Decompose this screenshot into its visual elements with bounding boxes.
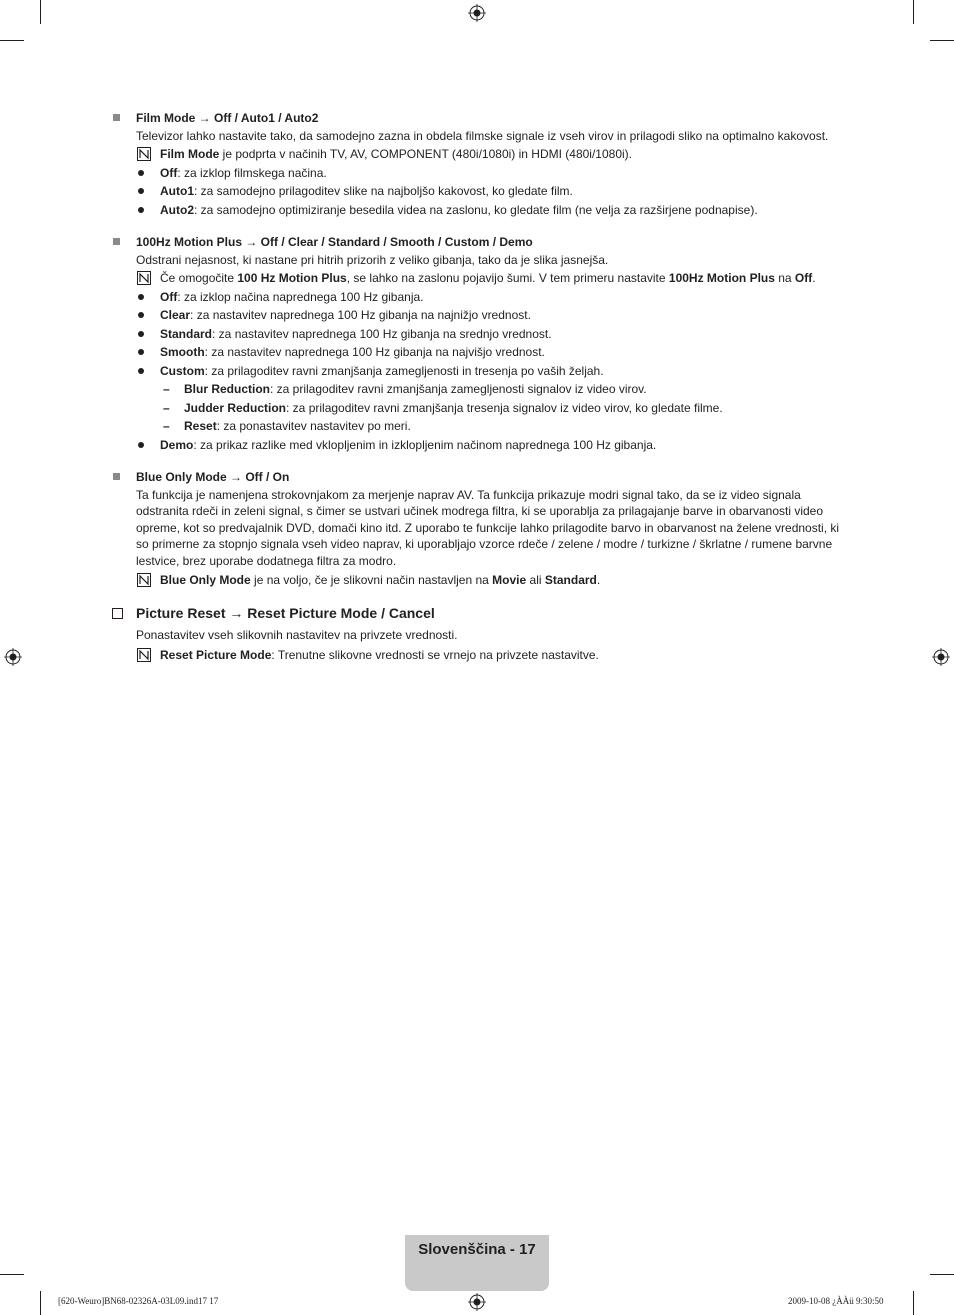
bullet-icon xyxy=(138,207,144,213)
section-picture-reset xyxy=(112,627,847,663)
bullet-icon xyxy=(138,442,144,448)
main-content xyxy=(112,110,847,672)
bullet-icon xyxy=(138,294,144,300)
bullet-icon xyxy=(138,312,144,318)
list-item: Auto1: za samodejno prilagoditev slike na najboljšo kakovost, ko gledate film. xyxy=(136,183,847,200)
timestamp: 2009-10-08 ¿ÀÀü 9:30:50 xyxy=(788,1296,884,1306)
crop-mark xyxy=(913,1291,914,1315)
section-film-mode xyxy=(112,110,847,218)
note-icon xyxy=(137,573,151,587)
list-item: Off: za izklop načina naprednega 100 Hz gibanja. xyxy=(136,289,847,306)
crop-mark xyxy=(40,1291,41,1315)
note: Če omogočite 100 Hz Motion Plus, se lahko na zaslonu pojavijo šumi. V tem primeru nastavite 100Hz Motion Plus na Off. xyxy=(136,270,847,287)
list-item: Smooth: za nastavitev naprednega 100 Hz gibanja na najvišjo vrednost. xyxy=(136,344,847,361)
note-icon xyxy=(137,648,151,662)
section-blue-only-mode xyxy=(112,469,847,589)
crop-mark xyxy=(913,0,914,24)
section-title: 100Hz Motion Plus → Off / Clear / Standard / Smooth / Custom / Demo xyxy=(136,234,847,251)
section-text: Odstrani nejasnost, ki nastane pri hitrih prizorih z veliko gibanja, tako da je slika jasnejša. xyxy=(136,252,609,267)
registration-mark-icon xyxy=(4,648,22,666)
registration-mark-icon xyxy=(468,1293,486,1311)
page-number-tab xyxy=(405,1235,549,1291)
note-icon xyxy=(137,271,151,285)
crop-mark xyxy=(930,40,954,41)
section-text: Televizor lahko nastavite tako, da samodejno zazna in obdela filmske signale iz vseh virov in prilagodi sliko na optimalno kakovost. xyxy=(136,128,829,143)
note: Film Mode je podprta v načinih TV, AV, COMPONENT (480i/1080i) in HDMI (480i/1080i). xyxy=(136,146,847,163)
sub-list-item: – Blur Reduction: za prilagoditev ravni zmanjšanja zamegljenosti signalov iz video virov. xyxy=(163,382,647,396)
list-item: Standard: za nastavitev naprednega 100 Hz gibanja na srednjo vrednost. xyxy=(136,326,847,343)
section-text: Ta funkcija je namenjena strokovnjakom za merjenje naprav AV. Ta funkcija prikazuje modri signal tako, da se iz video signala odstranita rdeči in zeleni signal, s čimer se ustvari učinek modrega filtra, ki se uporablja za prilagajanje barve in obarvanosti video opreme, kot so predvajalnik DVD, domači kino itd. Z uporabo te funkcije lahko prilagodite barvo in obarvanost na želene vrednosti, ki so primerne za stopnjo signala vseh video naprav, ki uporabljajo vzorce rdeče / zelene / modre / turkizne / škrlatne / rumene barvne lestvice, brez uporabe dodatnega filtra za modro. xyxy=(136,487,840,568)
note: Reset Picture Mode: Trenutne slikovne vrednosti se vrnejo na privzete nastavitve. xyxy=(136,647,847,664)
bullet-icon xyxy=(138,349,144,355)
section-motion-plus xyxy=(112,234,847,453)
registration-mark-icon xyxy=(932,648,950,666)
bullet-icon xyxy=(138,331,144,337)
crop-mark xyxy=(40,0,41,24)
note-icon xyxy=(137,147,151,161)
list-item: Demo: za prikaz razlike med vklopljenim in izklopljenim načinom naprednega 100 Hz gibanja. xyxy=(136,437,847,454)
section-title: Blue Only Mode → Off / On xyxy=(136,469,847,486)
list-item: Auto2: za samodejno optimiziranje besedila videa na zaslonu, ko gledate film (ne velja za razširjene podnapise). xyxy=(136,202,847,219)
section-text: Ponastavitev vseh slikovnih nastavitev na privzete vrednosti. xyxy=(136,628,458,642)
file-info: [620-Weuro]BN68-02326A-03L09.ind17 17 xyxy=(58,1296,219,1306)
checkbox-icon xyxy=(112,608,123,619)
note: Blue Only Mode je na voljo, če je slikovni način nastavljen na Movie ali Standard. xyxy=(136,572,847,589)
section-picture-reset-title: Picture Reset → Reset Picture Mode / Cancel xyxy=(112,605,847,622)
section-title: Film Mode → Off / Auto1 / Auto2 xyxy=(136,110,847,127)
sub-list-item: – Reset: za ponastavitev nastavitev po meri. xyxy=(163,419,411,433)
crop-mark xyxy=(0,1274,24,1275)
bullet-icon xyxy=(138,170,144,176)
bullet-square-icon xyxy=(113,238,120,245)
bullet-icon xyxy=(138,368,144,374)
bullet-square-icon xyxy=(113,114,120,121)
sub-list-item: – Judder Reduction: za prilagoditev ravni zmanjšanja tresenja signalov iz video virov, ko gledate filme. xyxy=(163,400,723,415)
registration-mark-icon xyxy=(468,4,486,22)
list-item: Custom: za prilagoditev ravni zmanjšanja zamegljenosti in tresenja po vaših željah. xyxy=(136,363,847,380)
crop-mark xyxy=(0,40,24,41)
page-number: Slovenščina - 17 xyxy=(418,1241,536,1258)
bullet-square-icon xyxy=(113,473,120,480)
crop-mark xyxy=(930,1274,954,1275)
list-item: Off: za izklop filmskega načina. xyxy=(136,165,847,182)
list-item: Clear: za nastavitev naprednega 100 Hz gibanja na najnižjo vrednost. xyxy=(136,307,847,324)
bullet-icon xyxy=(138,188,144,194)
